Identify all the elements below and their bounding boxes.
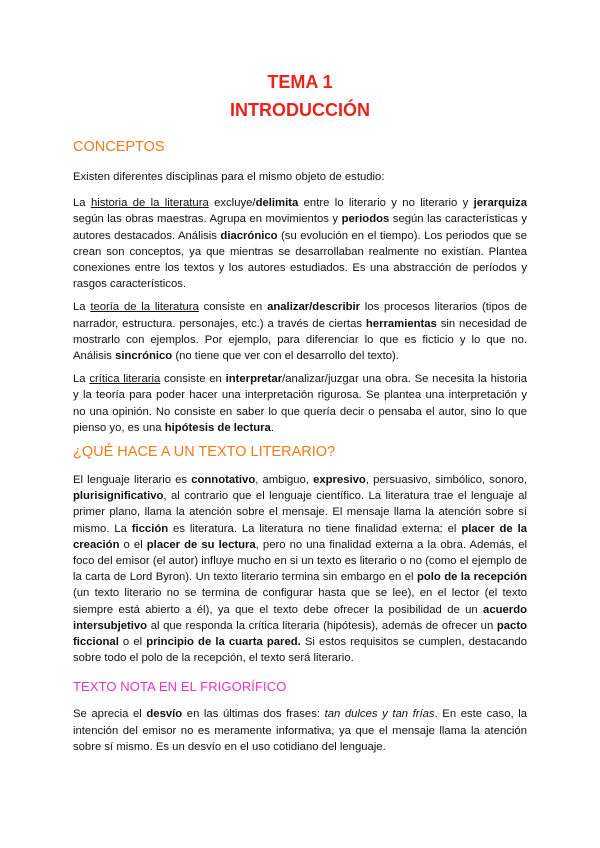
heading-texto-nota-frigorifico: TEXTO NOTA EN EL FRIGORÍFICO — [73, 679, 287, 695]
document-title-tema: TEMA 1 — [267, 72, 333, 92]
paragraph-lenguaje-literario: El lenguaje literario es connotativo, ambiguo, expresivo, persuasivo, simbólico, sonoro, plurisignificativo, al contrario que el lenguaje científico. La literatura trae el lenguaje al primer plano, llama la atención sobre el mensaje. El mensaje llama la atención sobre sí mismo. La ficción es literatura. La literatura no tiene finalidad externa: el placer de la creación o el placer de su lectura, pero no una finalidad externa a la obra. Además, el foco del emisor (el autor) influye mucho en si un texto es literario o no (como el ejemplo de la carta de Lord Byron). Un texto literario termina sin embargo en el polo de la recepción (un texto literario no se termina de configurar hasta que se lee), en el lector (el texto siempre está abierto a él), ya que el texto debe ofrecer la posibilidad de un acuerdo intersubjetivo al que responda la crítica literaria (hipótesis), además de ofrecer un pacto ficcional o el principio de la cuarta pared. Si estos requisitos se cumplen, destacando sobre todo el polo de la recepción, el texto será literario. — [73, 474, 527, 665]
paragraph-critica-literaria: La crítica literaria consiste en interpretar/analizar/juzgar una obra. Se necesita la historia y la teoría para poder hacer una interpretación rigurosa. Se plantea una interpretación y no una opinión. No consiste en saber lo que quería decir o pensaba el autor, sino lo que pienso yo, es una hipótesis de lectura. — [73, 373, 527, 434]
heading-que-hace-texto-literario: ¿QUÉ HACE A UN TEXTO LITERARIO? — [73, 444, 336, 461]
document-title-introduccion: INTRODUCCIÓN — [230, 100, 370, 120]
term-teoria-literatura: teoría de la literatura — [90, 301, 199, 314]
paragraph-historia-literatura: La historia de la literatura excluye/delimita entre lo literario y no literario y jerarquiza según las obras maestras. Agrupa en movimientos y periodos según las características y autores destacados. Análisis diacrónico (su evolución en el tiempo). Los periodos que se crean son conceptos, ya que mientras se desarrollaban realmente no existían. Plantea conexiones entre los textos y los autores estudiados. Es una abstracción de períodos y rasgos característicos. — [73, 197, 528, 291]
paragraph-teoria-literatura: La teoría de la literatura consiste en analizar/describir los procesos literarios (tipos de narrador, estructura. personajes, etc.) a través de ciertas herramientas sin necesidad de mostrarlo con ejemplos. Por ejemplo, para diferenciar lo que es ficticio y lo que no. Análisis sincrónico (no tiene que ver con el desarrollo del texto). — [73, 301, 527, 363]
term-critica-literaria: crítica literaria — [89, 373, 161, 386]
paragraph-intro: Existen diferentes disciplinas para el mismo objeto de estudio: — [73, 171, 385, 183]
paragraph-texto-nota: Se aprecia el desvío en las últimas dos frases: tan dulces y tan frías. En este caso, la intención del emisor no es meramente informativa, ya que el mensaje llama la atención sobre sí mismo. Es un desvío en el uso cotidiano del lenguaje. — [73, 708, 527, 753]
heading-conceptos: CONCEPTOS — [73, 139, 165, 155]
document-page — [73, 70, 527, 755]
term-historia-literatura: historia de la literatura — [90, 197, 209, 210]
